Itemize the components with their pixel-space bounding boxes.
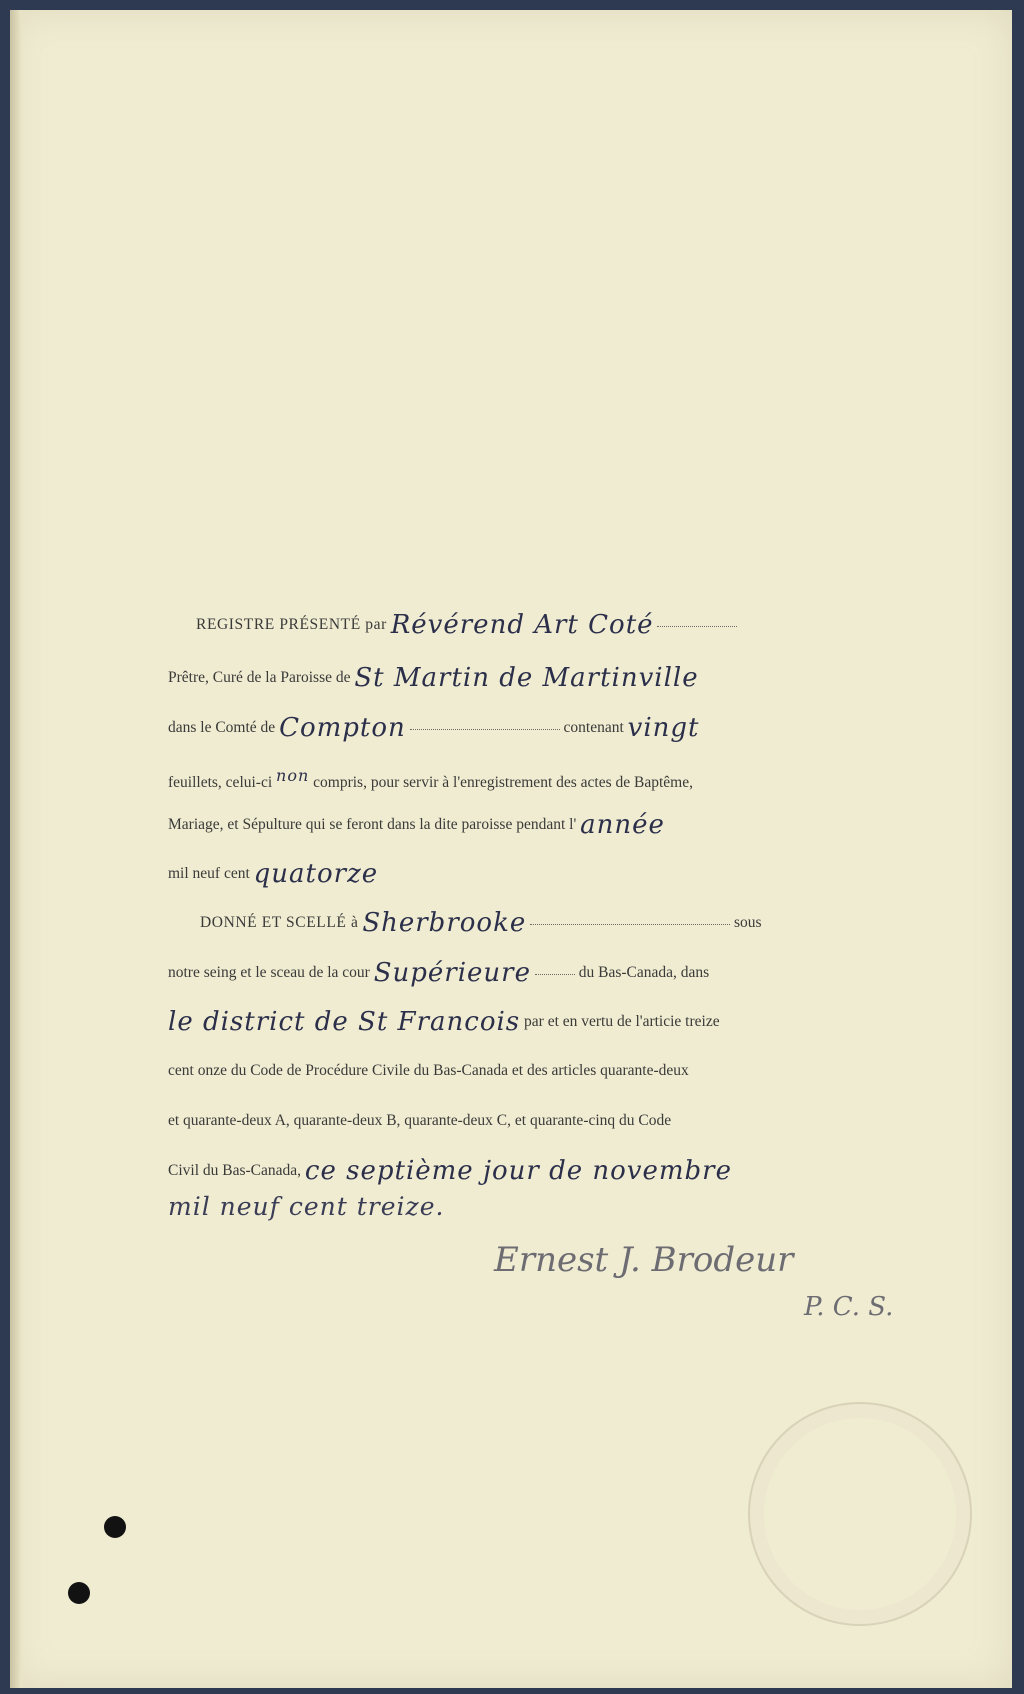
signature-title: P. C. S. <box>804 1292 894 1322</box>
value-comte: Compton <box>279 713 406 743</box>
value-paroisse: St Martin de Martinville <box>354 663 699 693</box>
value-lieu: Sherbrooke <box>362 908 527 938</box>
line-articles <box>168 1111 671 1131</box>
fill-dots <box>410 728 560 730</box>
label-donne: DONNÉ ET SCELLÉ à <box>200 914 359 931</box>
value-date-continued: mil neuf cent treize. <box>168 1192 445 1221</box>
line-code <box>168 1061 689 1081</box>
label-comte: dans le Comté de <box>168 719 276 736</box>
fill-dots <box>530 923 730 925</box>
value-presenter: Révérend Art Coté <box>390 610 654 640</box>
binding-hole-top <box>104 1516 126 1538</box>
label-contenant: contenant <box>563 719 624 736</box>
signature: Ernest J. Brodeur <box>494 1240 794 1280</box>
label-mariage: Mariage, et Sépulture qui se feront dans la dite paroisse pendant l' <box>168 816 577 833</box>
line-comte <box>168 713 700 743</box>
line-mil <box>168 859 379 889</box>
label-seing: notre seing et le sceau de la cour <box>168 964 370 981</box>
label-compris: compris, pour servir à l'enregistrement des actes de Baptême, <box>313 774 693 791</box>
page-spine <box>10 10 22 1688</box>
label-presente: REGISTRE PRÉSENTÉ par <box>196 616 387 633</box>
value-feuillets: vingt <box>627 713 700 743</box>
value-district: le district de St Francois <box>168 1007 521 1037</box>
line-paroisse <box>168 663 699 693</box>
label-paroisse: Prêtre, Curé de la Paroisse de <box>168 669 351 686</box>
line-civil <box>168 1156 732 1186</box>
value-annee: quatorze <box>253 859 379 889</box>
label-articles: et quarante-deux A, quarante-deux B, quarante-deux C, et quarante-cinq du Code <box>168 1112 672 1129</box>
value-date: ce septième jour de novembre <box>304 1156 732 1186</box>
binding-hole-bottom <box>68 1582 90 1604</box>
fill-dots <box>535 973 575 975</box>
label-bas-canada: du Bas-Canada, dans <box>578 964 710 981</box>
line-mariage <box>168 810 665 840</box>
label-feuillets: feuillets, celui-ci <box>168 774 273 791</box>
fill-dots <box>657 625 737 627</box>
value-cour: Supérieure <box>373 958 531 988</box>
label-code: cent onze du Code de Procédure Civile du Bas-Canada et des articles quarante-deux <box>168 1062 689 1079</box>
line-district <box>168 1007 720 1037</box>
label-mil: mil neuf cent <box>168 865 250 882</box>
value-compris: non <box>276 766 310 785</box>
value-periode: année <box>580 810 665 840</box>
line-donne <box>200 908 762 938</box>
label-sous: sous <box>733 914 762 931</box>
line-presente <box>196 610 737 640</box>
label-article: par et en vertu de l'articie treize <box>524 1013 720 1030</box>
label-civil: Civil du Bas-Canada, <box>168 1162 302 1179</box>
embossed-court-seal <box>748 1402 972 1626</box>
line-feuillets <box>168 766 693 793</box>
line-seing <box>168 958 710 988</box>
